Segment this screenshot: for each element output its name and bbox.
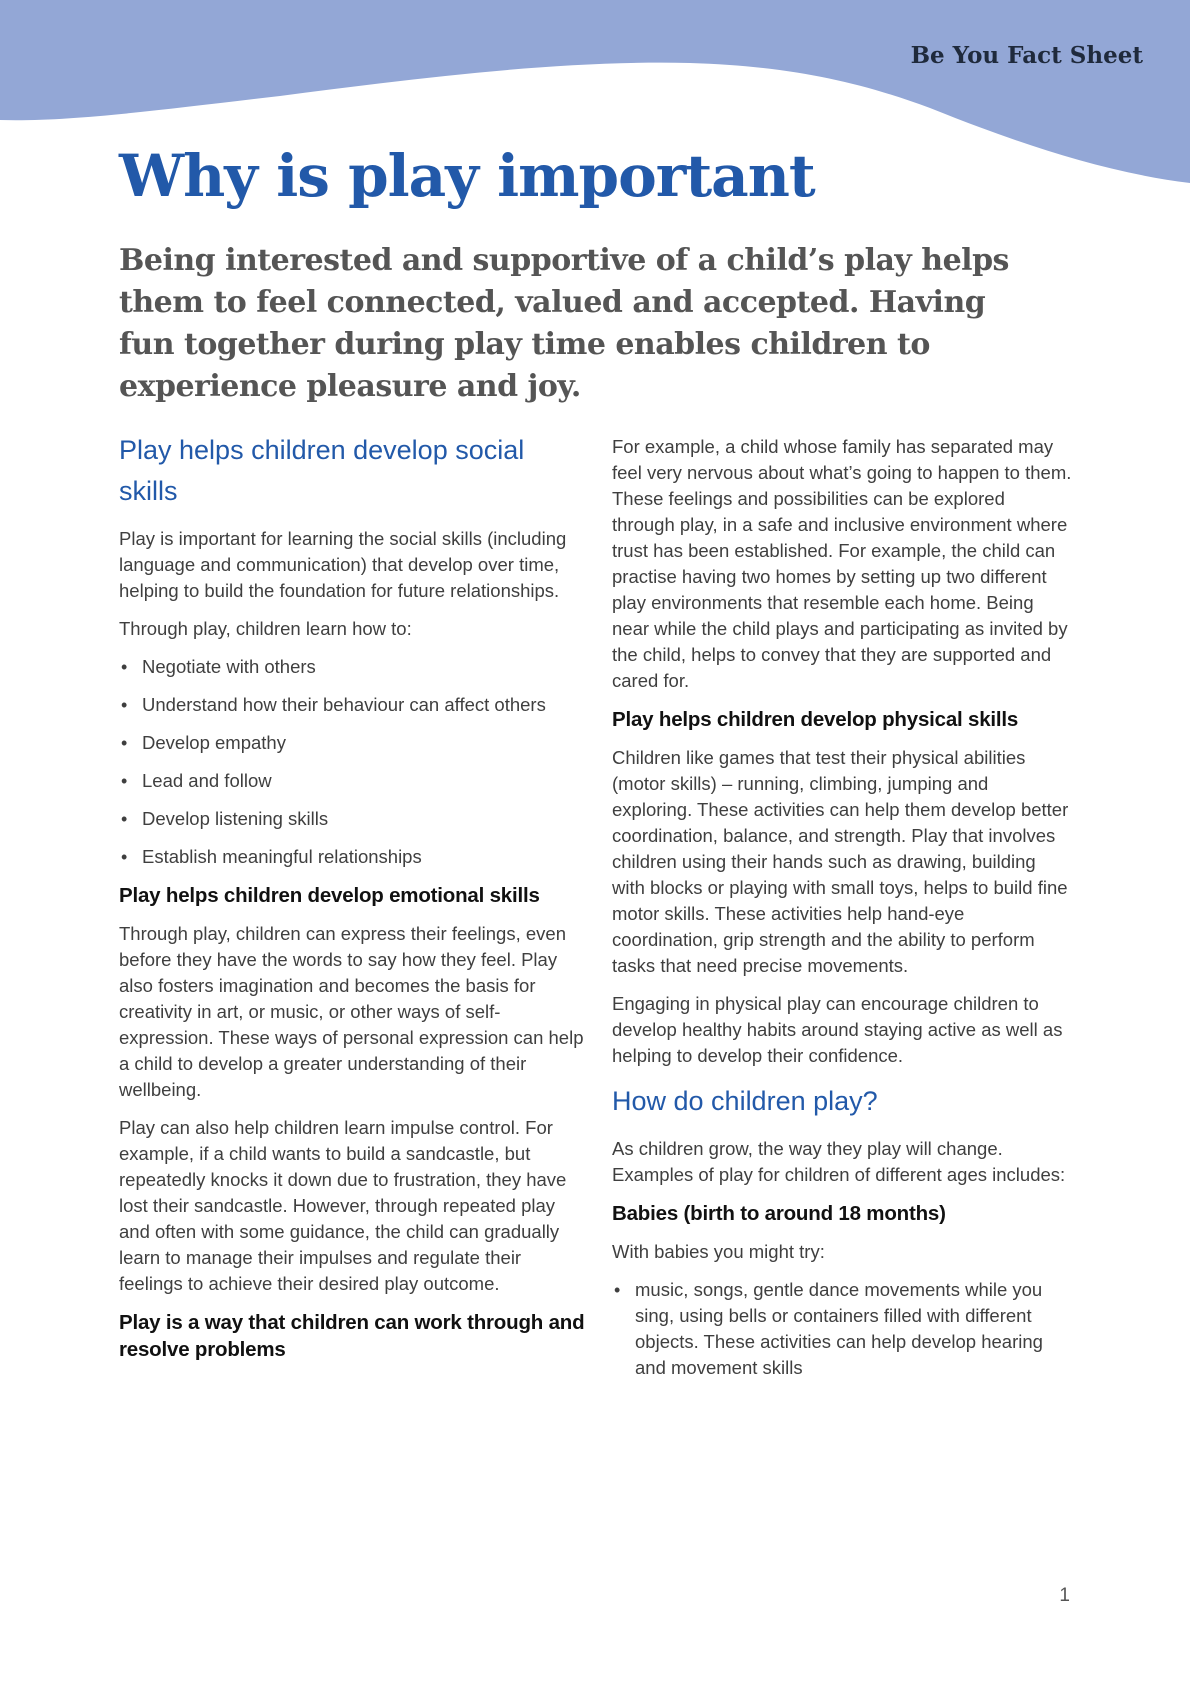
list-item: • Understand how their behaviour can affect others: [119, 692, 589, 718]
fact-sheet-label: Be You Fact Sheet: [910, 42, 1143, 69]
bullet-icon: •: [614, 1280, 621, 1300]
problem-solving-heading: Play is a way that children can work through and resolve problems: [119, 1311, 585, 1361]
social-skills-heading: Play helps children develop social skills: [119, 435, 525, 506]
social-skills-paragraph: Play is important for learning the social skills (including language and communication) that develop over time, helping to build the foundation for future relationships.: [119, 528, 567, 601]
list-item: • Establish meaningful relationships: [119, 844, 589, 870]
bullet-icon: •: [121, 809, 128, 829]
babies-heading: Babies (birth to around 18 months): [612, 1202, 946, 1225]
emotional-skills-heading: Play helps children develop emotional skills: [119, 884, 540, 907]
babies-list: [612, 1277, 1072, 1381]
bullet-icon: •: [121, 771, 128, 791]
social-skills-list: [119, 654, 589, 870]
list-item: • music, songs, gentle dance movements while you sing, using bells or containers filled with different objects. These activities can help develop hearing and movement skills: [614, 1279, 1043, 1378]
list-item: • Develop listening skills: [119, 806, 589, 832]
emotional-skills-paragraph-2: Play can also help children learn impulse control. For example, if a child wants to build a sandcastle, but repeatedly knocks it down due to frustration, they have lost their sandcastle. However, through repeated play and often with some guidance, the child can gradually learn to manage their impulses and regulate their feelings to achieve their desired play outcome.: [119, 1117, 567, 1294]
physical-skills-paragraph-2: Engaging in physical play can encourage children to develop healthy habits around staying active as well as helping to develop their confidence.: [612, 993, 1063, 1066]
social-skills-lead-in: Through play, children learn how to:: [119, 618, 412, 639]
how-children-play-heading: How do children play?: [612, 1086, 878, 1116]
bullet-icon: •: [121, 733, 128, 753]
list-item: • Lead and follow: [119, 768, 589, 794]
page-title: Why is play important: [119, 142, 815, 210]
bullet-icon: •: [121, 695, 128, 715]
intro-lead: Being interested and supportive of a child’s play helps them to feel connected, valued and accepted. Having fun together during play time enables children to experience pleasure and joy.: [119, 243, 1009, 404]
how-children-play-paragraph: As children grow, the way they play will change. Examples of play for children of different ages includes:: [612, 1138, 1066, 1185]
emotional-skills-paragraph-1: Through play, children can express their feelings, even before they have the words to say how they feel. Play also fosters imagination and becomes the basis for creativity in art, or music, or other ways of self-expression. These ways of personal expression can help a child to develop a greater understanding of their wellbeing.: [119, 923, 584, 1100]
bullet-icon: •: [121, 657, 128, 677]
list-item: • Negotiate with others: [119, 654, 589, 680]
list-item: • Develop empathy: [119, 730, 589, 756]
physical-skills-heading: Play helps children develop physical skills: [612, 708, 1019, 731]
right-column: [612, 434, 1072, 1393]
bullet-icon: •: [121, 847, 128, 867]
left-column: [119, 430, 589, 1375]
physical-skills-paragraph-1: Children like games that test their physical abilities (motor skills) – running, climbing, jumping and exploring. These activities can help them develop better coordination, balance, and strength. Play that involves children using their hands such as drawing, building with blocks or playing with small toys, helps to build fine motor skills. These activities help hand-eye coordination, grip strength and the ability to perform tasks that need precise movements.: [612, 747, 1069, 976]
problem-solving-paragraph: For example, a child whose family has separated may feel very nervous about what’s going to happen to them. These feelings and possibilities can be explored through play, in a safe and inclusive environment where trust has been established. For example, the child can practise having two homes by setting up two different play environments that resemble each home. Being near while the child plays and participating as invited by the child, helps to convey that they are supported and cared for.: [612, 436, 1072, 691]
babies-lead-in: With babies you might try:: [612, 1241, 825, 1262]
page-number: 1: [1059, 1585, 1070, 1606]
